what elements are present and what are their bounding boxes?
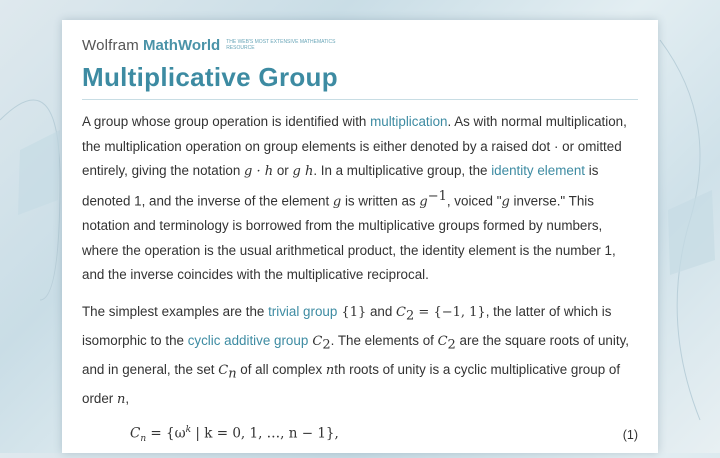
paragraph-examples: [82, 300, 638, 413]
text: of all complex: [236, 362, 326, 378]
math-inline: C: [308, 334, 323, 350]
equation-rhs-rest: | k = 0, 1, …, n − 1},: [191, 425, 339, 442]
text: The simplest examples are the: [82, 303, 269, 319]
math-inline: C: [218, 363, 229, 379]
math-inline: n: [325, 363, 335, 379]
math-inline: g: [419, 193, 428, 209]
math-inline: C: [396, 304, 406, 320]
page-title: Multiplicative Group: [82, 62, 638, 100]
math-subscript: n: [228, 366, 237, 382]
article-content: [82, 34, 638, 444]
text: inverse." This notation and terminology is borrowed from the multiplicative groups formed by numbers, where the operation is the usual arithmetical product, the identity element is the number 1, and the inverse coincides with the multiplicative reciprocal.: [82, 192, 616, 283]
equation-lhs: C: [130, 425, 141, 442]
mathworld-logo[interactable]: [82, 34, 638, 56]
math-inline: g h: [292, 164, 314, 179]
equation-1: [130, 425, 339, 444]
article-page: [62, 20, 658, 453]
link-identity-element[interactable]: identity element: [491, 163, 585, 178]
equation-number: (1): [622, 427, 638, 442]
paragraph-definition: [82, 110, 638, 288]
math-subscript: 2: [406, 308, 415, 324]
equation-subscript: n: [140, 434, 147, 445]
logo-tagline: THE WEB'S MOST EXTENSIVE MATHEMATICS RESOURCE: [226, 39, 336, 51]
link-multiplication[interactable]: multiplication: [370, 114, 448, 129]
text: A group whose group operation is identified with: [82, 114, 371, 129]
text: . In a multiplicative group, the: [313, 163, 492, 178]
text: , the latter of which is isomorphic to the: [82, 303, 612, 349]
text: are the square roots of unity, and in general, the set: [82, 333, 629, 378]
math-inline: {1}: [337, 304, 367, 320]
equation-superscript: k: [185, 424, 192, 435]
link-cyclic-additive-group[interactable]: cyclic additive group: [187, 333, 309, 349]
text: . As with normal multiplication, the multiplication operation on group elements is either denoted by a raised dot · or omitted entirely, giving the notation: [82, 114, 627, 178]
text: and: [366, 303, 397, 319]
text: . The elements of: [330, 333, 438, 349]
math-superscript: −1: [427, 188, 447, 204]
math-inline: C: [437, 334, 448, 350]
logo-mathworld-text: MathWorld: [142, 36, 221, 54]
math-inline: n: [116, 392, 126, 408]
text: th roots of unity is a cyclic multiplicative group of order: [82, 362, 621, 407]
text: or: [273, 163, 293, 178]
text: ,: [125, 391, 130, 407]
equation-rhs: = {ω: [146, 425, 186, 442]
text: , voiced ": [446, 192, 502, 208]
link-trivial-group[interactable]: trivial group: [268, 303, 338, 319]
math-inline: g · h: [244, 164, 274, 179]
math-subscript: 2: [447, 337, 456, 353]
math-inline: = {−1, 1}: [414, 304, 486, 320]
text: is denoted 1, and the inverse of the element: [82, 163, 599, 208]
math-inline: g: [332, 193, 342, 209]
math-inline: g: [501, 193, 510, 209]
equation-row: [82, 425, 638, 444]
math-subscript: 2: [322, 337, 331, 353]
text: is written as: [341, 192, 420, 208]
logo-wolfram-text: Wolfram: [82, 36, 139, 54]
